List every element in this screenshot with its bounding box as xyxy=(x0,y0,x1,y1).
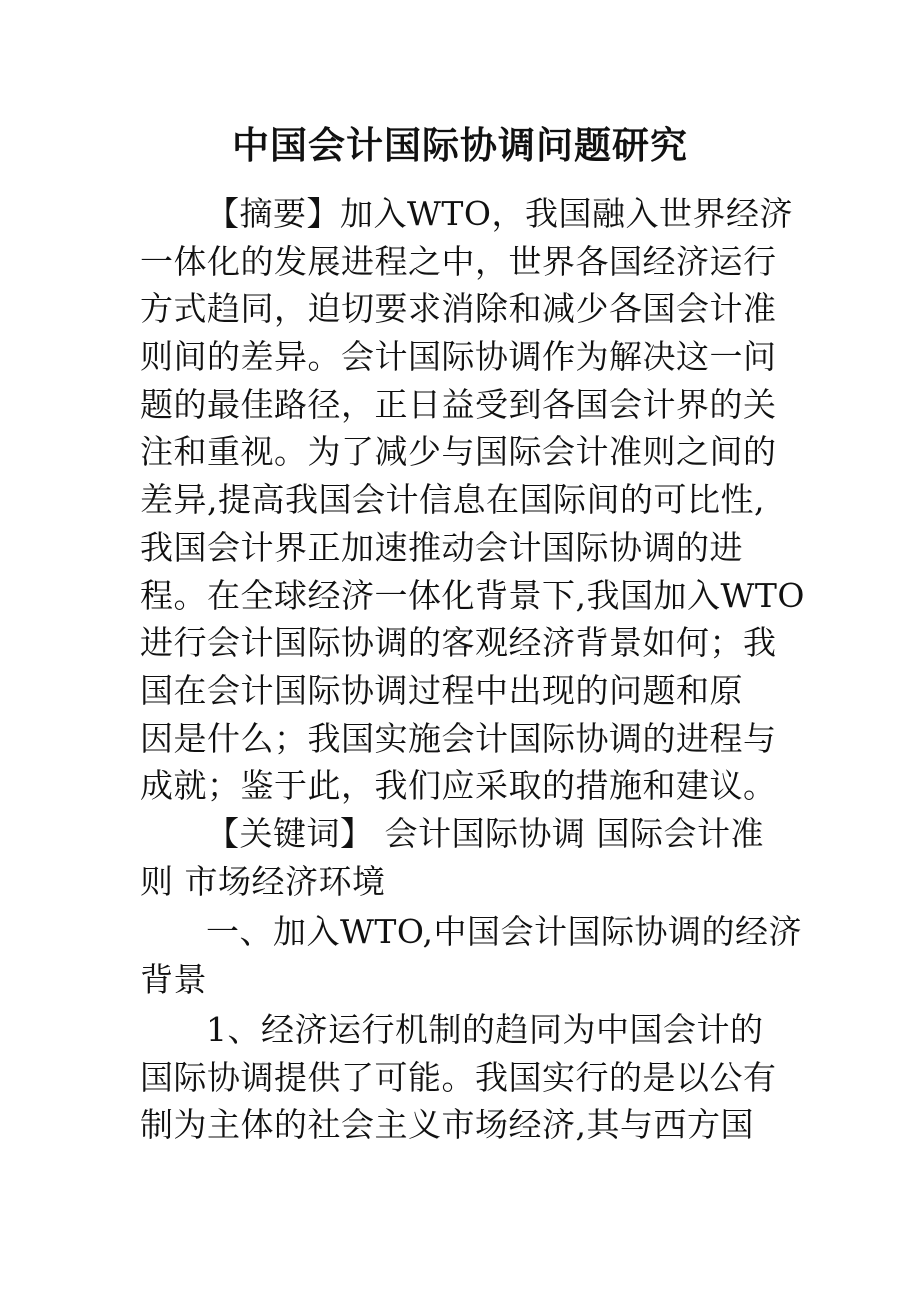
section-heading xyxy=(140,908,803,1003)
abstract-line: 成就；鉴于此，我们应采取的措施和建议。 xyxy=(140,766,777,806)
abstract-line: 差异,提高我国会计信息在国际间的可比性, xyxy=(140,480,765,520)
abstract-line: 因是什么；我国实施会计国际协调的进程与 xyxy=(140,718,777,758)
keywords-line: 【关键词】 会计国际协调 国际会计准 xyxy=(206,814,764,853)
body-paragraph xyxy=(140,1006,800,1149)
abstract-line: 【摘要】加入WTO，我国融入世界经济 xyxy=(206,194,793,233)
keywords-paragraph xyxy=(140,810,800,905)
abstract-line: 程。在全球经济一体化背景下,我国加入WTO xyxy=(140,575,805,615)
keywords-line: 则 市场经济环境 xyxy=(140,861,386,901)
abstract-line: 题的最佳路径，正日益受到各国会计界的关 xyxy=(140,384,777,424)
abstract-line: 则间的差异。会计国际协调作为解决这一问 xyxy=(140,337,777,377)
section-heading-line: 背景 xyxy=(140,959,207,999)
body-line: 1、经济运行机制的趋同为中国会计的 xyxy=(206,1010,764,1049)
abstract-line: 注和重视。为了减少与国际会计准则之间的 xyxy=(140,432,777,472)
body-line: 制为主体的社会主义市场经济,其与西方国 xyxy=(140,1105,754,1145)
abstract-line: 我国会计界正加速推动会计国际协调的进 xyxy=(140,527,743,567)
abstract-line: 一体化的发展进程之中，世界各国经济运行 xyxy=(140,241,777,281)
abstract-line: 方式趋同，迫切要求消除和减少各国会计准 xyxy=(140,289,777,329)
document-title: 中国会计国际协调问题研究 xyxy=(232,124,688,167)
section-heading-line: 一、加入WTO,中国会计国际协调的经济 xyxy=(206,912,803,951)
abstract-line: 进行会计国际协调的客观经济背景如何；我 xyxy=(140,623,777,663)
abstract-line: 国在会计国际协调过程中出现的问题和原 xyxy=(140,670,743,710)
abstract-paragraph xyxy=(140,190,805,810)
body-line: 国际协调提供了可能。我国实行的是以公有 xyxy=(140,1057,777,1097)
